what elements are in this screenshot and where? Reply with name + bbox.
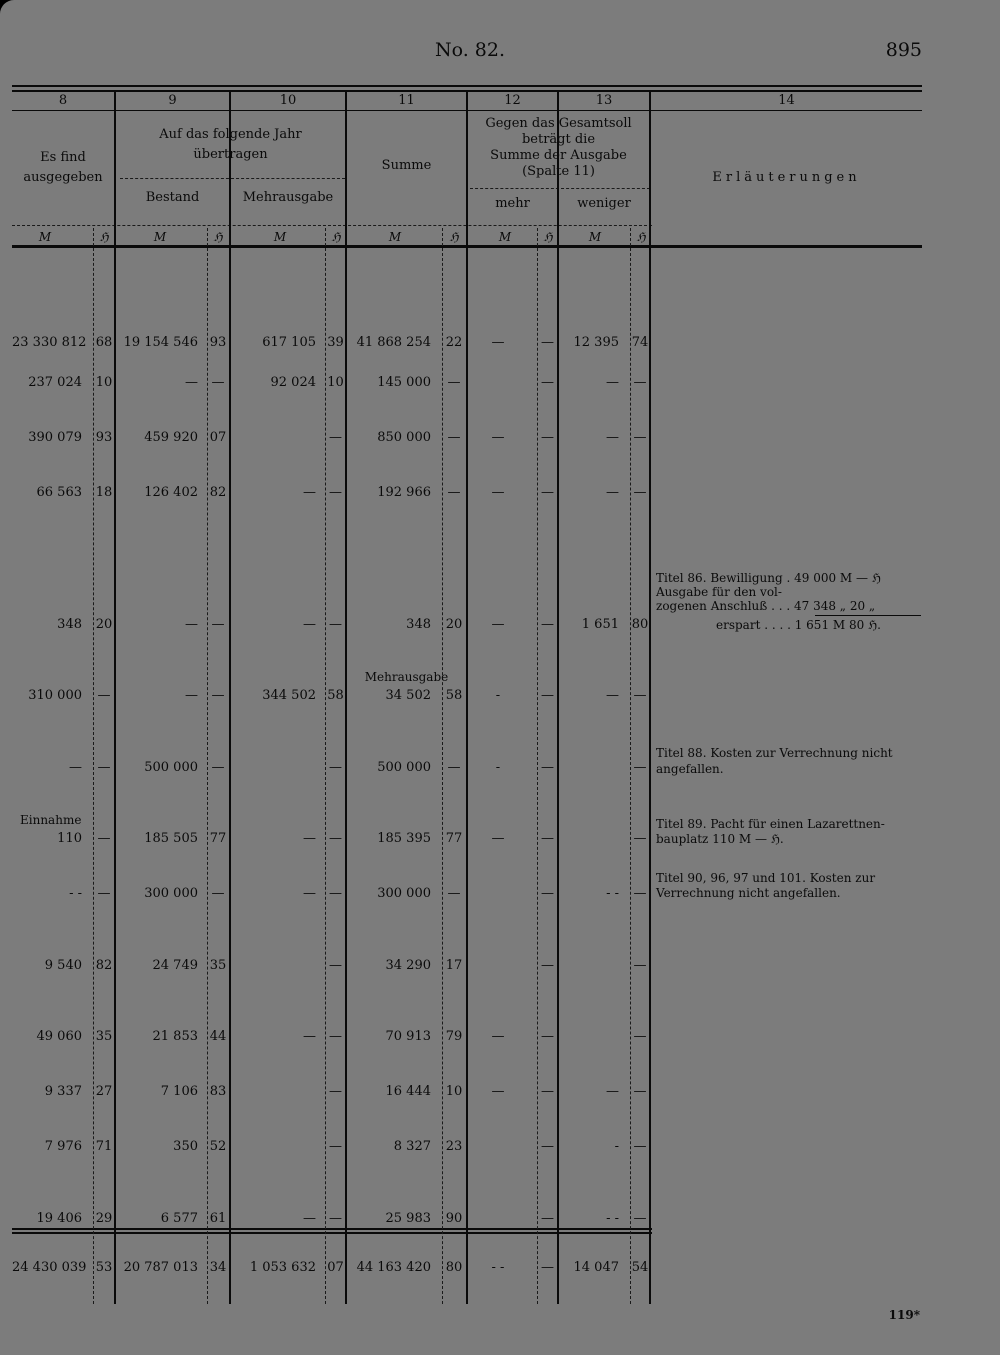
cell-c13p: 80 bbox=[631, 617, 649, 632]
cell-c11p: 58 bbox=[445, 688, 463, 703]
cell-c11p: 20 bbox=[445, 617, 463, 632]
cell-c9: 20 787 013 bbox=[123, 1260, 198, 1275]
cell-c9p: 35 bbox=[209, 958, 227, 973]
cell-c8: 49 060 bbox=[36, 1029, 82, 1044]
cell-c8: 310 000 bbox=[28, 688, 82, 703]
cell-c8: 9 540 bbox=[44, 958, 82, 973]
cell-c12: — bbox=[491, 617, 505, 632]
cell-c12: — bbox=[491, 831, 505, 846]
cell-c13: - - bbox=[606, 1211, 619, 1226]
cell-c11p: 77 bbox=[445, 831, 463, 846]
cell-c10p: — bbox=[329, 886, 342, 901]
cell-c12: — bbox=[491, 1029, 505, 1044]
cell-c12p: — bbox=[541, 617, 554, 632]
header-col14: Erläuterungen bbox=[712, 170, 861, 185]
cell-c11p: 90 bbox=[445, 1211, 463, 1226]
cell-c9: 126 402 bbox=[144, 485, 198, 500]
cell-c12p: — bbox=[541, 1211, 554, 1226]
unit-mark-8: M bbox=[38, 230, 52, 244]
cell-c11: 16 444 bbox=[385, 1084, 431, 1099]
cell-c11p: — bbox=[447, 375, 461, 390]
cell-c9: 6 577 bbox=[160, 1211, 198, 1226]
cell-c9: 459 920 bbox=[144, 430, 198, 445]
cell-c11p: 23 bbox=[445, 1139, 463, 1154]
cell-c11: 44 163 420 bbox=[356, 1260, 431, 1275]
cell-c8p: 93 bbox=[95, 430, 113, 445]
cell-c13p: 54 bbox=[631, 1260, 649, 1275]
cell-c11: 25 983 bbox=[385, 1211, 431, 1226]
cell-c10p: 07 bbox=[327, 1260, 344, 1275]
cell-c12p: — bbox=[541, 1139, 554, 1154]
cell-c11: 8 327 bbox=[393, 1139, 431, 1154]
cell-c12: — bbox=[491, 1084, 505, 1099]
cell-c12p: — bbox=[541, 430, 554, 445]
cell-c13: — bbox=[606, 485, 619, 500]
unit-mark-12: M bbox=[498, 230, 512, 244]
cell-c9p: 83 bbox=[209, 1084, 227, 1099]
cell-c9p: 52 bbox=[209, 1139, 227, 1154]
document-number: No. 82. bbox=[434, 39, 506, 61]
cell-c9: 185 505 bbox=[144, 831, 198, 846]
cell-c11: 348 bbox=[406, 617, 431, 632]
cell-c12: — bbox=[491, 430, 505, 445]
total-rule-2 bbox=[12, 1232, 652, 1234]
cell-c10p: — bbox=[329, 430, 342, 445]
cell-c9: 7 106 bbox=[160, 1084, 198, 1099]
unit-pf-13: ℌ bbox=[636, 230, 646, 244]
cell-c10: — bbox=[303, 617, 316, 632]
cell-c12p: — bbox=[541, 375, 554, 390]
cell-c12p: — bbox=[541, 335, 554, 350]
header-col12: mehr bbox=[495, 196, 530, 211]
cell-c11p: — bbox=[447, 886, 461, 901]
cell-c9p: 61 bbox=[209, 1211, 227, 1226]
cell-c12p: — bbox=[541, 1260, 554, 1275]
cell-c11: 41 868 254 bbox=[356, 335, 431, 350]
cell-c9: — bbox=[185, 688, 198, 703]
unit-pf-9: ℌ bbox=[213, 230, 223, 244]
cell-c8: 390 079 bbox=[28, 430, 82, 445]
note-titel-88-line2: angefallen. bbox=[656, 762, 724, 776]
cell-c10: — bbox=[303, 886, 316, 901]
colnum-13: 13 bbox=[595, 93, 613, 108]
cell-c10p: 10 bbox=[327, 375, 344, 390]
note-titel-90-line2: Verrechnung nicht angefallen. bbox=[656, 886, 841, 900]
cell-c8p: 27 bbox=[95, 1084, 113, 1099]
cell-c13: — bbox=[606, 688, 619, 703]
cell-c9p: — bbox=[211, 886, 225, 901]
cell-c8: 19 406 bbox=[36, 1211, 82, 1226]
cell-c13p: — bbox=[633, 831, 647, 846]
cell-c13: — bbox=[606, 375, 619, 390]
cell-c13: - - bbox=[606, 886, 619, 901]
note-titel-89-line1: Titel 89. Pacht für einen Lazarettnen- bbox=[656, 817, 885, 831]
cell-c9p: 44 bbox=[209, 1029, 227, 1044]
colnum-9: 9 bbox=[168, 93, 177, 108]
header-group-12-13: Gegen das Gesamtsoll beträgt die Summe der Ausgabe (Spalte 11) bbox=[485, 116, 632, 179]
cell-c8: 24 430 039 bbox=[12, 1260, 87, 1275]
cell-c11p: 80 bbox=[445, 1260, 463, 1275]
cell-c10: — bbox=[303, 485, 316, 500]
cell-c10: 92 024 bbox=[270, 375, 316, 390]
cell-c13: 1 651 bbox=[581, 617, 619, 632]
note-titel-89-line2: bauplatz 110 M — ℌ. bbox=[656, 832, 784, 846]
cell-c10: 344 502 bbox=[262, 688, 316, 703]
cell-c11p: 17 bbox=[445, 958, 463, 973]
cell-c12: — bbox=[491, 335, 505, 350]
cell-c9p: — bbox=[211, 688, 225, 703]
cell-c8p: — bbox=[97, 886, 111, 901]
unit-mark-10: M bbox=[273, 230, 287, 244]
cell-c10p: — bbox=[329, 760, 342, 775]
cell-c8p: 68 bbox=[95, 335, 113, 350]
cell-c9: 21 853 bbox=[152, 1029, 198, 1044]
cell-c8p: — bbox=[97, 831, 111, 846]
cell-c8: 7 976 bbox=[44, 1139, 82, 1154]
note-titel-86-line3: zogenen Anschluß . . . 47 348 „ 20 „ bbox=[656, 599, 876, 613]
cell-c13p: — bbox=[633, 1211, 647, 1226]
cell-c9p: — bbox=[211, 375, 225, 390]
cell-c10p: 58 bbox=[327, 688, 344, 703]
unit-pf-8: ℌ bbox=[99, 230, 109, 244]
cell-c12p: — bbox=[541, 831, 554, 846]
cell-c13p: 74 bbox=[631, 335, 649, 350]
cell-c11: 34 290 bbox=[385, 958, 431, 973]
cell-c12: - bbox=[495, 688, 501, 703]
cell-c10p: — bbox=[329, 1084, 342, 1099]
cell-c12p: — bbox=[541, 958, 554, 973]
cell-c11p: — bbox=[447, 485, 461, 500]
cell-c8p: — bbox=[97, 760, 111, 775]
colnum-10: 10 bbox=[279, 93, 297, 108]
cell-c9p: 77 bbox=[209, 831, 227, 846]
cell-c11: 300 000 bbox=[377, 886, 431, 901]
cell-c8p: 71 bbox=[95, 1139, 113, 1154]
unit-mark-9: M bbox=[153, 230, 167, 244]
cell-c12p: — bbox=[541, 1029, 554, 1044]
cell-c12p: — bbox=[541, 760, 554, 775]
cell-c11p: — bbox=[447, 430, 461, 445]
cell-c11: 850 000 bbox=[377, 430, 431, 445]
colnum-11: 11 bbox=[398, 93, 415, 108]
group-rule-9-10 bbox=[120, 178, 345, 179]
top-rule bbox=[12, 85, 922, 87]
header-col11: Summe bbox=[381, 158, 432, 173]
unit-rule bbox=[12, 225, 652, 226]
cell-c12p: — bbox=[541, 485, 554, 500]
cell-c12p: — bbox=[541, 886, 554, 901]
cell-c8p: — bbox=[97, 688, 111, 703]
cell-c9p: 34 bbox=[209, 1260, 227, 1275]
cell-c9: 500 000 bbox=[144, 760, 198, 775]
cell-c13: - bbox=[614, 1139, 619, 1154]
cell-c9p: — bbox=[211, 760, 225, 775]
note-86-sum-rule bbox=[815, 615, 921, 616]
colnum-14: 14 bbox=[778, 93, 795, 108]
cell-c11: 192 966 bbox=[377, 485, 431, 500]
header-col8: Es find ausgegeben bbox=[23, 150, 103, 185]
cell-c10p: — bbox=[329, 1211, 342, 1226]
cell-c9: — bbox=[185, 375, 198, 390]
cell-c9p: 93 bbox=[209, 335, 227, 350]
cell-c8: 23 330 812 bbox=[12, 335, 87, 350]
cell-c9: — bbox=[185, 617, 198, 632]
cell-c8: — bbox=[69, 760, 82, 775]
cell-c12: — bbox=[491, 485, 505, 500]
cell-c10: 617 105 bbox=[262, 335, 316, 350]
cell-c13p: — bbox=[633, 958, 647, 973]
unit-mark-13: M bbox=[588, 230, 602, 244]
cell-c13p: — bbox=[633, 375, 647, 390]
cell-c8: 110 bbox=[57, 831, 82, 846]
cell-c12p: — bbox=[541, 688, 554, 703]
cell-c9: 19 154 546 bbox=[123, 335, 198, 350]
cell-c9: 24 749 bbox=[152, 958, 198, 973]
cell-c9: 350 bbox=[173, 1139, 198, 1154]
cell-c8: 237 024 bbox=[28, 375, 82, 390]
unit-mark-11: M bbox=[388, 230, 402, 244]
cell-c13p: — bbox=[633, 485, 647, 500]
header-col9: Bestand bbox=[145, 190, 200, 205]
cell-c12: - - bbox=[491, 1260, 505, 1275]
page-number: 895 bbox=[885, 39, 922, 61]
cell-c13: 12 395 bbox=[573, 335, 619, 350]
cell-c13p: — bbox=[633, 688, 647, 703]
cell-c9: 300 000 bbox=[144, 886, 198, 901]
note-titel-88-line1: Titel 88. Kosten zur Verrechnung nicht bbox=[656, 746, 893, 760]
cell-c12p: — bbox=[541, 1084, 554, 1099]
cell-c13p: — bbox=[633, 760, 647, 775]
cell-c8p: 35 bbox=[95, 1029, 113, 1044]
cell-c8p: 20 bbox=[95, 617, 113, 632]
cell-c10: 1 053 632 bbox=[249, 1260, 316, 1275]
cell-c13p: — bbox=[633, 886, 647, 901]
cell-c8p: 10 bbox=[95, 375, 113, 390]
cell-c8p: 29 bbox=[95, 1211, 113, 1226]
cell-c12: - bbox=[495, 760, 501, 775]
cell-c11: 145 000 bbox=[377, 375, 431, 390]
cell-c10: — bbox=[303, 831, 316, 846]
header-col10: Mehrausgabe bbox=[242, 190, 334, 205]
colnum-12: 12 bbox=[504, 93, 521, 108]
cell-c13: 14 047 bbox=[573, 1260, 619, 1275]
cell-c10p: — bbox=[329, 1139, 342, 1154]
cell-c11: 185 395 bbox=[377, 831, 431, 846]
cell-c8p: 18 bbox=[95, 485, 113, 500]
cell-c8: - - bbox=[69, 886, 82, 901]
cell-c10: — bbox=[303, 1029, 316, 1044]
unit-pf-10: ℌ bbox=[331, 230, 341, 244]
cell-c10p: — bbox=[329, 958, 342, 973]
unit-pf-12: ℌ bbox=[543, 230, 553, 244]
cell-c8: 348 bbox=[57, 617, 82, 632]
cell-c9p: 82 bbox=[209, 485, 227, 500]
note-titel-86-line2: Ausgabe für den vol- bbox=[656, 585, 782, 599]
cell-c13p: — bbox=[633, 430, 647, 445]
cell-c11p: 22 bbox=[445, 335, 463, 350]
note-titel-86-line1: Titel 86. Bewilligung . 49 000 M — ℌ bbox=[656, 571, 881, 585]
cell-c10p: — bbox=[329, 617, 342, 632]
cell-c8: 9 337 bbox=[44, 1084, 82, 1099]
cell-c13: — bbox=[606, 1084, 619, 1099]
cell-c13p: — bbox=[633, 1084, 647, 1099]
cell-c10p: — bbox=[329, 485, 342, 500]
cell-c8p: 82 bbox=[95, 958, 113, 973]
cell-c11p: 79 bbox=[445, 1029, 463, 1044]
cell-c11: 500 000 bbox=[377, 760, 431, 775]
unit-pf-11: ℌ bbox=[449, 230, 459, 244]
header-group-9-10: Auf das folgende Jahr übertragen bbox=[159, 127, 302, 162]
cell-c10p: 39 bbox=[327, 335, 344, 350]
cell-note-einnahme: Einnahme bbox=[20, 813, 82, 827]
cell-c13p: — bbox=[633, 1139, 647, 1154]
cell-c9p: — bbox=[211, 617, 225, 632]
colnum-8: 8 bbox=[58, 93, 68, 108]
cell-c13: — bbox=[606, 430, 619, 445]
cell-note-mehrausgabe: Mehrausgabe bbox=[364, 670, 449, 684]
header-col13: weniger bbox=[577, 196, 631, 211]
note-titel-86-line4: erspart . . . . 1 651 M 80 ℌ. bbox=[716, 618, 881, 632]
cell-c11p: — bbox=[447, 760, 461, 775]
cell-c8: 66 563 bbox=[36, 485, 82, 500]
cell-c9p: 07 bbox=[209, 430, 227, 445]
cell-c8p: 53 bbox=[95, 1260, 113, 1275]
cell-c10p: — bbox=[329, 1029, 342, 1044]
cell-c11: 70 913 bbox=[385, 1029, 431, 1044]
total-rule bbox=[12, 1228, 652, 1230]
cell-c13p: — bbox=[633, 1029, 647, 1044]
group-rule-12-13 bbox=[470, 188, 650, 189]
note-titel-90-line1: Titel 90, 96, 97 und 101. Kosten zur bbox=[656, 871, 876, 885]
cell-c11p: 10 bbox=[445, 1084, 463, 1099]
cell-c10p: — bbox=[329, 831, 342, 846]
cell-c10: — bbox=[303, 1211, 316, 1226]
col-divider-13-14 bbox=[649, 91, 651, 1304]
cell-c11: 34 502 bbox=[385, 688, 431, 703]
footer-mark: 119* bbox=[888, 1308, 920, 1322]
